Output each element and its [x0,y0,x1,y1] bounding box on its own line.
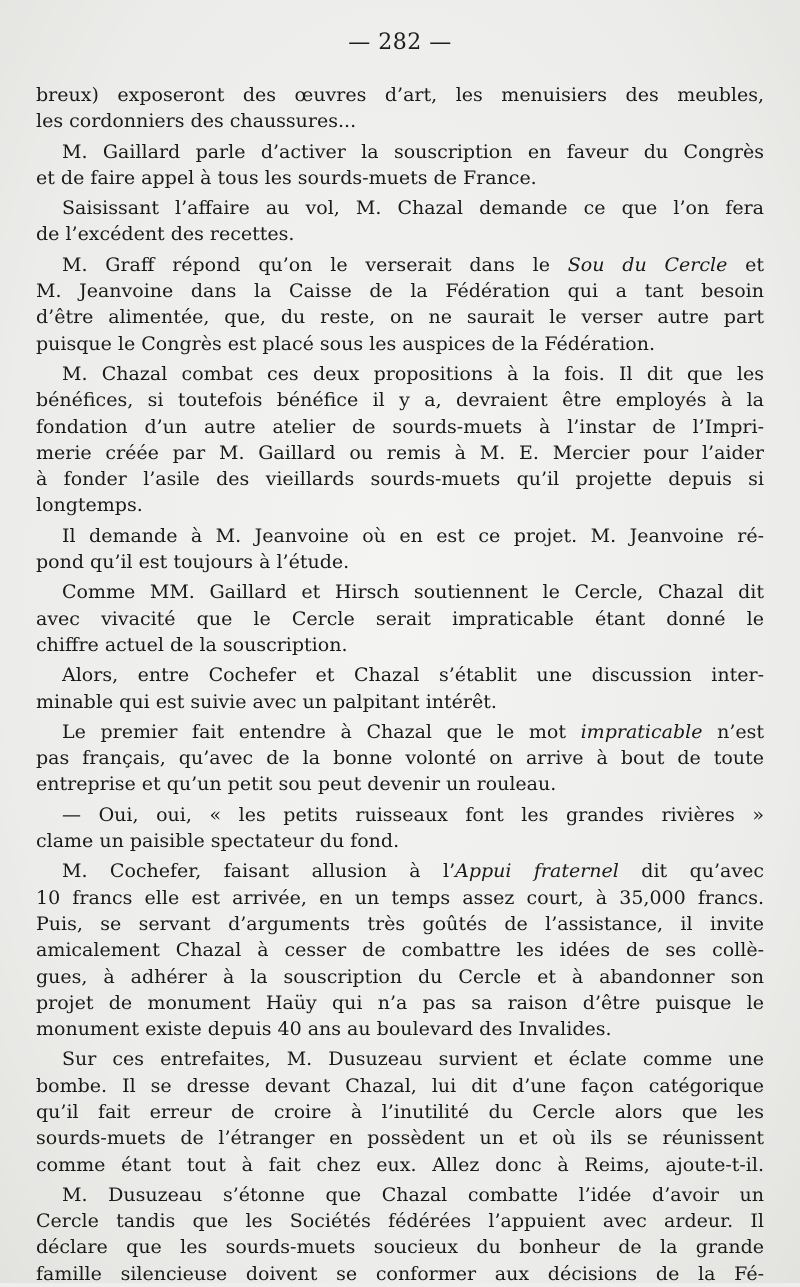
text-line [36,858,764,884]
text-run: M. Gaillard parle d’activer la souscription en faveur du Congrès [62,140,764,163]
text-line [36,492,764,518]
text-run: M. Cochefer, faisant allusion à l’ [62,860,456,883]
text-line [36,771,764,797]
text-line [36,221,764,247]
text-line [36,1261,764,1287]
text-line [36,1208,764,1234]
text-run: amicalement Chazal à cesser de combattre les idées de ses collè- [36,939,764,962]
text-line [36,331,764,357]
text-run: longtemps. [36,494,143,517]
text-line [36,802,764,828]
text-run: Le premier fait entendre à Chazal que le mot [62,720,581,743]
text-run: les cordonniers des chaussures... [36,110,357,133]
text-line [36,1073,764,1099]
text-run: minable qui est suivie avec un palpitant intérêt. [36,690,497,713]
text-run: bombe. Il se dresse devant Chazal, lui dit d’une façon catégorique [36,1074,764,1097]
text-line [36,387,764,413]
text-run: chiffre actuel de la souscription. [36,633,348,656]
text-run: breux) exposeront des œuvres d’art, les menuisiers des meubles, [36,84,764,106]
text-run: n’est [702,720,765,743]
text-run: d’être alimentée, que, du reste, on ne saurait le verser autre part [36,306,764,329]
text-line [36,606,764,632]
text-run: Puis, se servant d’arguments très goûtés de l’assistance, il invite [36,912,764,935]
text-line [36,719,764,745]
text-run: à fonder l’asile des vieillards sourds-muets qu’il projette depuis si [36,468,764,491]
text-line [36,1099,764,1125]
text-run: comme étant tout à fait chez eux. Allez donc à Reims, ajoute-t-il. [36,1153,764,1176]
text-line [36,662,764,688]
text-line [36,937,764,963]
text-run: clame un paisible spectateur du fond. [36,830,400,853]
text-run: déclare que les sourds-muets soucieux du bonheur de la grande [36,1236,764,1259]
text-line [36,1152,764,1178]
text-line [36,745,764,771]
text-run: M. Graff répond qu’on le verserait dans le [62,253,568,276]
text-run: — Oui, oui, « les petits ruisseaux font les grandes rivières » [62,803,764,826]
text-line [36,689,764,715]
text-run: pas français, qu’avec de la bonne volonté on arrive à bout de toute [36,747,764,770]
text-line [36,139,764,165]
text-line [36,1016,764,1042]
text-line [36,108,764,134]
text-run: merie créée par M. Gaillard ou remis à M. E. Mercier pour l’aider [36,441,764,464]
text-line [36,252,764,278]
body-text [36,82,764,1287]
text-run: fondation d’un autre atelier de sourds-muets à l’instar de l’Impri- [36,415,764,438]
text-line [36,632,764,658]
text-run: sourds-muets de l’étranger en possèdent un et où ils se réunissent [36,1127,764,1150]
text-run: et de faire appel à tous les sourds-muets de France. [36,166,537,189]
text-run: pond qu’il est toujours à l’étude. [36,551,350,574]
text-line [36,523,764,549]
text-run: bénéfices, si toutefois bénéfice il y a, devraient être employés à la [36,389,764,412]
text-run: monument existe depuis 40 ans au boulevard des Invalides. [36,1018,612,1041]
text-run: M. Dusuzeau s’étonne que Chazal combatte l’idée d’avoir un [62,1183,764,1206]
text-run: puisque le Congrès est placé sous les auspices de la Fédération. [36,332,656,355]
text-run: et [727,253,764,276]
text-run: Cercle tandis que les Sociétés fédérées l’appuient avec ardeur. Il [36,1210,764,1233]
text-run: M. Chazal combat ces deux propositions à la fois. Il dit que les [62,362,764,385]
text-line [36,990,764,1016]
text-run: dit qu’avec [618,860,764,883]
text-line [36,278,764,304]
italic-text-run: impraticable [580,720,703,743]
text-line [36,466,764,492]
text-run: famille silencieuse doivent se conformer aux décisions de la Fé- [36,1262,764,1285]
text-run: de l’excédent des recettes. [36,223,295,246]
text-line [36,165,764,191]
text-run: entreprise et qu’un petit sou peut devenir un rouleau. [36,773,557,796]
text-line [36,828,764,854]
text-line [36,414,764,440]
text-line [36,361,764,387]
text-line [36,1125,764,1151]
text-run: M. Jeanvoine dans la Caisse de la Fédération qui a tant besoin [36,280,764,303]
text-run: Saisissant l’affaire au vol, M. Chazal demande ce que l’on fera [62,197,764,220]
text-line [36,440,764,466]
text-line [36,195,764,221]
text-line [36,82,764,108]
text-run: Alors, entre Cochefer et Chazal s’établit une discussion inter- [62,664,764,687]
text-line [36,549,764,575]
text-run: Comme MM. Gaillard et Hirsch soutiennent le Cercle, Chazal dit [62,581,764,604]
text-line [36,964,764,990]
text-line [36,911,764,937]
text-line [36,1046,764,1072]
text-run: Sur ces entrefaites, M. Dusuzeau survient et éclate comme une [62,1048,764,1071]
text-line [36,1182,764,1208]
text-run: 10 francs elle est arrivée, en un temps assez court, à 35,000 francs. [36,886,764,909]
italic-text-run: Appui fraternel [455,860,619,883]
text-line [36,1234,764,1260]
text-run: qu’il fait erreur de croire à l’inutilité du Cercle alors que les [36,1100,764,1123]
text-line [36,885,764,911]
page-number: — 282 — [348,30,452,55]
text-run: gues, à adhérer à la souscription du Cercle et à abandonner son [36,965,764,988]
text-line [36,304,764,330]
italic-text-run: Sou du Cercle [567,253,728,276]
text-run: avec vivacité que le Cercle serait impraticable étant donné le [36,607,764,630]
text-run: Il demande à M. Jeanvoine où en est ce projet. M. Jeanvoine ré- [62,524,764,547]
text-line [36,579,764,605]
text-run: projet de monument Haüy qui n’a pas sa raison d’être puisque le [36,991,764,1014]
